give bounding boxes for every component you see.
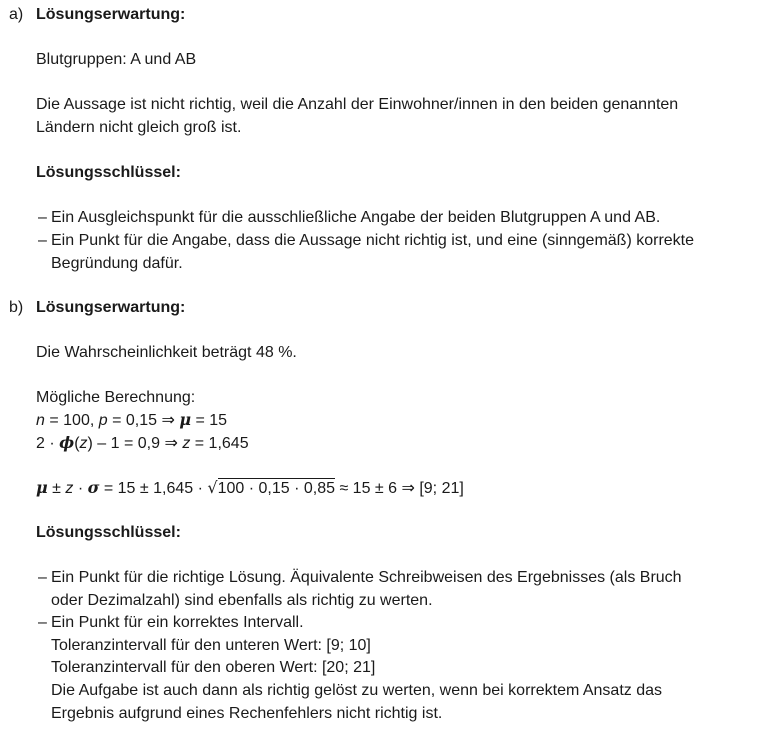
calc-mu: μ <box>179 410 192 429</box>
calc3-mu: μ <box>36 478 48 497</box>
part-b-letter: b) <box>9 299 24 316</box>
part-b-key-item1-dash: – <box>38 569 47 586</box>
calc3-dot: · <box>73 480 88 497</box>
part-a-expectation-heading: Lösungserwartung: <box>36 6 186 23</box>
calc-p: p <box>98 412 108 429</box>
sqrt-symbol: √ <box>207 478 218 497</box>
calc-mu-value: = 15 <box>191 412 228 429</box>
calc-line-3 <box>36 478 464 499</box>
calc2-z1: z <box>79 435 88 452</box>
calc3-z: z <box>65 480 74 497</box>
part-b-key-item1-line1: Ein Punkt für die richtige Lösung. Äquivalente Schreibweisen des Ergebnisses (als Bruch <box>51 569 682 586</box>
part-a-key-heading: Lösungsschlüssel: <box>36 164 181 181</box>
part-a-blood-groups: Blutgruppen: A und AB <box>36 51 197 68</box>
part-a-key-item2-line2: Begründung dafür. <box>51 255 183 272</box>
calc-n-value: = 100, <box>44 412 99 429</box>
part-b-probability: Die Wahrscheinlichkeit beträgt 48 %. <box>36 344 297 361</box>
part-b-expectation-heading: Lösungserwartung: <box>36 299 186 316</box>
calc2-paren-open: ( <box>74 435 80 452</box>
calc-line-1 <box>36 410 227 431</box>
part-b-key-item2-dash: – <box>38 614 47 631</box>
part-a-key-item2-line1: Ein Punkt für die Angabe, dass die Aussage nicht richtig ist, und eine (sinngemäß) korrekte <box>51 232 695 249</box>
part-a-statement-line2: Ländern nicht gleich groß ist. <box>36 119 242 136</box>
calc3-equals: = 15 ± 1,645 · <box>99 480 208 497</box>
part-b-key-item2-line5: Ergebnis aufgrund eines Rechenfehlers nicht richtig ist. <box>51 705 443 722</box>
part-b-key-heading: Lösungsschlüssel: <box>36 524 181 541</box>
part-b-key-item2-line1: Ein Punkt für ein korrektes Intervall. <box>51 614 304 631</box>
calc3-sigma: σ <box>87 478 100 497</box>
calc3-result: ≈ 15 ± 6 ⇒ [9; 21] <box>335 480 464 497</box>
calc2-paren-close: ) – 1 = 0,9 ⇒ <box>87 435 183 452</box>
part-a-letter: a) <box>9 6 24 23</box>
calc-line-2 <box>36 433 249 454</box>
calc2-phi: ϕ <box>59 433 75 452</box>
part-b-key-item1-line2: oder Dezimalzahl) sind ebenfalls als richtig zu werten. <box>51 592 433 609</box>
calc2-z2: z <box>182 435 191 452</box>
calc3-pm: ± <box>47 480 66 497</box>
part-b-key-item2-line2: Toleranzintervall für den unteren Wert: [9; 10] <box>51 637 371 654</box>
part-a-key-item1: Ein Ausgleichspunkt für die ausschließliche Angabe der beiden Blutgruppen A und AB. <box>51 209 661 226</box>
part-a-statement-line1: Die Aussage ist nicht richtig, weil die Anzahl der Einwohner/innen in den beiden genannten <box>36 96 679 113</box>
part-b-key-item2-line4: Die Aufgabe ist auch dann als richtig gelöst zu werten, wenn bei korrektem Ansatz das <box>51 682 663 699</box>
calc-p-value: = 0,15 ⇒ <box>107 412 180 429</box>
part-b-calc-heading: Mögliche Berechnung: <box>36 389 196 406</box>
sqrt-radicand: 100 · 0,15 · 0,85 <box>217 480 335 497</box>
calc2-z-value: = 1,645 <box>190 435 249 452</box>
part-a-key-item2-dash: – <box>38 232 47 249</box>
part-a-key-item1-dash: – <box>38 209 47 226</box>
calc-n: n <box>36 412 45 429</box>
calc2-prefix: 2 · <box>36 435 60 452</box>
part-b-key-item2-line3: Toleranzintervall für den oberen Wert: [20; 21] <box>51 659 376 676</box>
